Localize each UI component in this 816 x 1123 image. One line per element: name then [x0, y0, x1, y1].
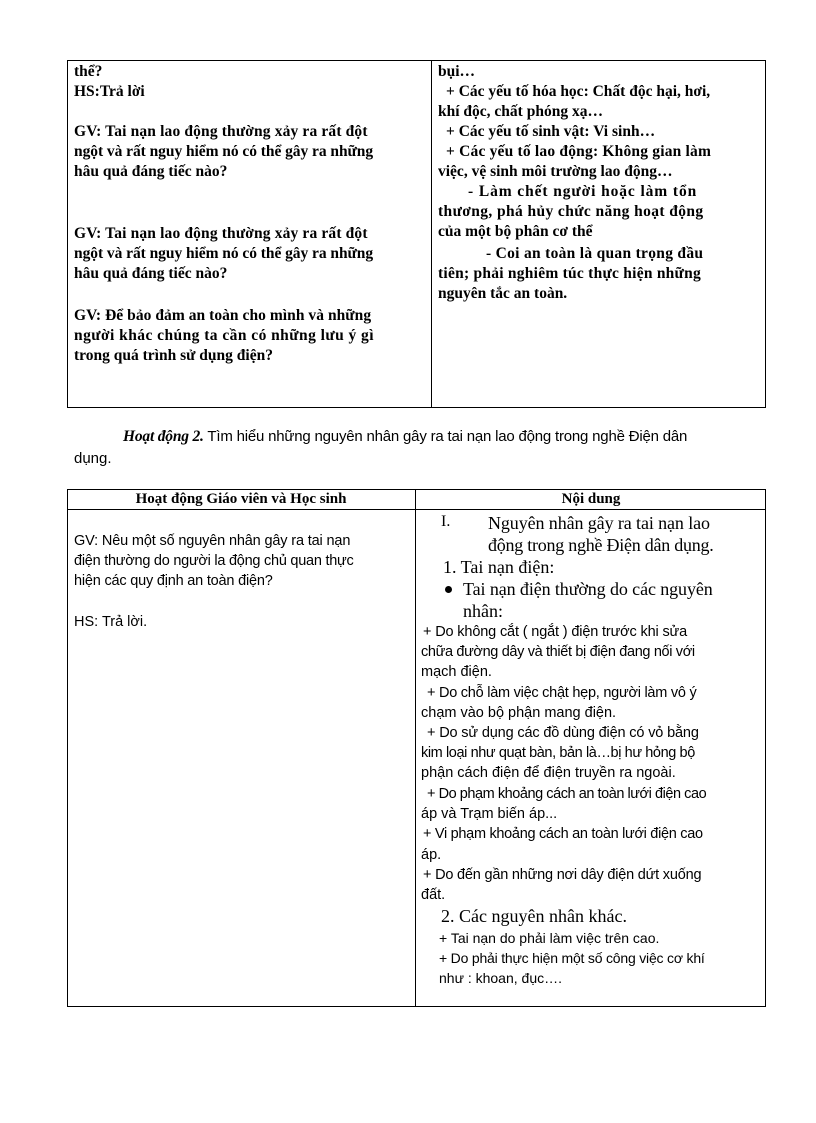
text-line: khí độc, chất phóng xạ… — [438, 103, 603, 120]
list-item: + Do không cắt ( ngắt ) điện trước khi sửa — [423, 624, 688, 640]
text-line: + Các yếu tố hóa học: Chất độc hại, hơi, — [446, 83, 711, 100]
text-line: + Các yếu tố sinh vật: Vi sinh… — [446, 123, 656, 140]
text-line: người khác chúng ta cần có những lưu ý gì — [74, 327, 374, 344]
list-item: mạch điện. — [421, 664, 492, 680]
list-item: như : khoan, đục…. — [439, 970, 562, 986]
text-line: điện thường do người la động chủ quan thực — [74, 553, 354, 569]
text-line: HS: Trả lời. — [74, 614, 148, 630]
list-item: + Do chỗ làm việc chật hẹp, người làm vô ý — [427, 685, 697, 701]
text-line: thể? — [74, 63, 103, 80]
list-item: + Do phạm khoảng cách an toàn lưới điện cao — [427, 786, 707, 802]
list-item: phận cách điện để điện truyền ra ngoài. — [421, 765, 676, 781]
list-item: áp và Trạm biến áp... — [421, 806, 558, 822]
list-item: kim loại như quạt bàn, bản là…bị hư hỏng bộ — [421, 745, 695, 761]
table-2-header-line — [67, 509, 766, 510]
text-line: GV: Tai nạn lao động thường xảy ra rất đột — [74, 225, 368, 242]
table-2-header-right: Nội dung — [561, 491, 621, 507]
bullet-text: Tai nạn điện thường do các nguyên — [463, 579, 713, 599]
text-line: - Làm chết người hoặc làm tổn — [468, 183, 698, 200]
activity-line-2: dụng. — [74, 450, 112, 467]
table-1-divider — [431, 60, 432, 408]
text-line: hâu quả đáng tiếc nào? — [74, 163, 228, 180]
activity-text: Tìm hiểu những nguyên nhân gây ra tai nạn lao động trong nghề Điện dân — [203, 428, 688, 445]
text-line: trong quá trình sử dụng điện? — [74, 347, 273, 364]
text-line: của một bộ phân cơ thể — [438, 223, 593, 240]
text-line: hiện các quy định an toàn điện? — [74, 573, 273, 589]
list-item: + Do sử dụng các đồ dùng điện có vỏ bằng — [427, 725, 699, 741]
text-line: HS:Trả lời — [74, 83, 145, 100]
section-title: Nguyên nhân gây ra tai nạn lao — [488, 513, 710, 533]
heading-tai-nan-dien: 1. Tai nạn điện: — [443, 557, 555, 577]
list-item: áp. — [421, 847, 442, 863]
list-item: + Tai nạn do phải làm việc trên cao. — [439, 930, 660, 946]
section-title: động trong nghề Điện dân dụng. — [488, 535, 714, 555]
list-item: đất. — [421, 887, 446, 903]
text-line: tiên; phải nghiêm túc thực hiện những — [438, 265, 701, 282]
bullet-text: nhân: — [463, 601, 503, 621]
text-line: nguyên tắc an toàn. — [438, 285, 568, 302]
list-item: chạm vào bộ phận mang điện. — [421, 705, 617, 721]
bullet-dot-icon — [445, 586, 452, 593]
heading-other-causes: 2. Các nguyên nhân khác. — [441, 906, 627, 926]
text-line: GV: Tai nạn lao động thường xảy ra rất đột — [74, 123, 368, 140]
text-line: bụi… — [438, 63, 476, 80]
text-line: việc, vệ sinh môi trường lao động… — [438, 163, 673, 180]
text-line: thương, phá hủy chức năng hoạt động — [438, 203, 704, 220]
list-item: chữa đường dây và thiết bị điện đang nối với — [421, 644, 695, 660]
list-item: + Do phải thực hiện một số công việc cơ khí — [439, 950, 705, 966]
text-line: + Các yếu tố lao động: Không gian làm — [446, 143, 712, 160]
table-2-header-left: Hoạt động Giáo viên và Học sinh — [135, 491, 347, 507]
activity-label: Hoạt động 2. — [123, 428, 204, 445]
section-number: I. — [441, 513, 451, 530]
activity-line-1 — [123, 427, 687, 447]
text-line: ngột và rất nguy hiểm nó có thể gây ra những — [74, 143, 374, 160]
list-item: + Do đến gần những nơi dây điện dứt xuống — [423, 867, 702, 883]
text-line: GV: Để bảo đảm an toàn cho mình và những — [74, 307, 372, 324]
table-2-divider — [415, 489, 416, 1007]
text-line: - Coi an toàn là quan trọng đầu — [486, 245, 704, 262]
text-line: GV: Nêu một số nguyên nhân gây ra tai nạn — [74, 533, 351, 549]
list-item: + Vi phạm khoảng cách an toàn lưới điện cao — [423, 826, 703, 842]
text-line: hâu quả đáng tiếc nào? — [74, 265, 228, 282]
text-line: ngột và rất nguy hiểm nó có thể gây ra những — [74, 245, 374, 262]
